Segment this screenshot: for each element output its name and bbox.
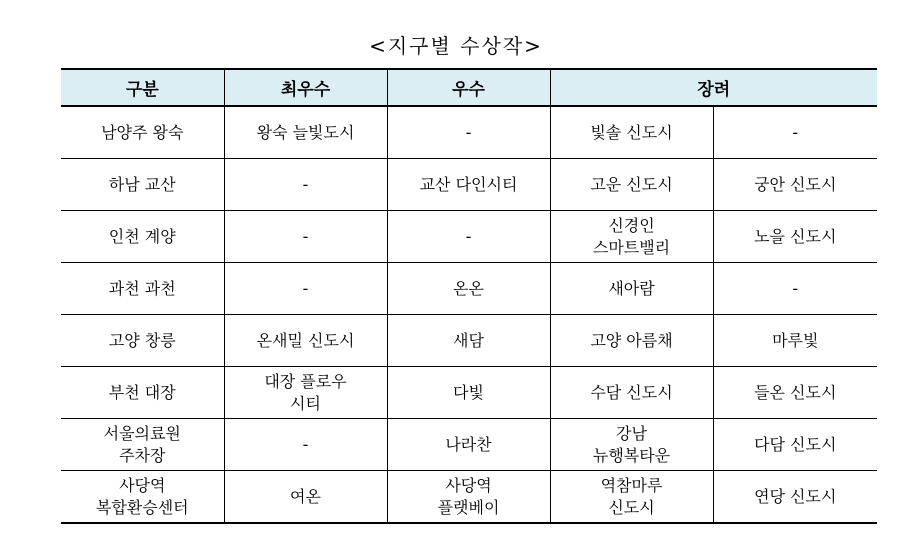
district-cell: 과천 과천: [61, 263, 224, 315]
document-title: <지구별 수상작>: [369, 34, 543, 58]
table-row: [61, 211, 877, 263]
encouragement-cell: 역참마루 신도시: [550, 471, 713, 524]
encouragement-cell: 궁안 신도시: [713, 159, 877, 211]
excellence-cell: 새담: [387, 315, 550, 367]
encouragement-cell: 다담 신도시: [713, 419, 877, 471]
table-row: [61, 471, 877, 524]
grand-prize-cell: 온새밀 신도시: [224, 315, 387, 367]
encouragement-cell: 들온 신도시: [713, 367, 877, 419]
grand-prize-cell: 왕숙 늘빛도시: [224, 106, 387, 159]
table-row: [61, 367, 877, 419]
district-cell: 남양주 왕숙: [61, 106, 224, 159]
header-grand-prize: 최우수: [224, 69, 387, 106]
table-row: [61, 263, 877, 315]
awards-table: [61, 68, 877, 524]
district-cell: 사당역 복합환승센터: [61, 471, 224, 524]
encouragement-cell: 노을 신도시: [713, 211, 877, 263]
header-excellence: 우수: [387, 69, 550, 106]
district-cell: 서울의료원 주차장: [61, 419, 224, 471]
encouragement-cell: -: [713, 263, 877, 315]
grand-prize-cell: 대장 플로우 시티: [224, 367, 387, 419]
encouragement-cell: -: [713, 106, 877, 159]
encouragement-cell: 고양 아름채: [550, 315, 713, 367]
excellence-cell: 교산 다인시티: [387, 159, 550, 211]
excellence-cell: -: [387, 106, 550, 159]
table-row: [61, 419, 877, 471]
header-encouragement: 장려: [550, 69, 877, 106]
grand-prize-cell: 여온: [224, 471, 387, 524]
district-cell: 부천 대장: [61, 367, 224, 419]
table-row: [61, 159, 877, 211]
excellence-cell: 온온: [387, 263, 550, 315]
table-row: [61, 315, 877, 367]
grand-prize-cell: -: [224, 211, 387, 263]
header-category: 구분: [61, 69, 224, 106]
encouragement-cell: 신경인 스마트밸리: [550, 211, 713, 263]
excellence-cell: 나라찬: [387, 419, 550, 471]
grand-prize-cell: -: [224, 159, 387, 211]
encouragement-cell: 새아람: [550, 263, 713, 315]
encouragement-cell: 빛솔 신도시: [550, 106, 713, 159]
table-header-row: [61, 69, 877, 106]
grand-prize-cell: -: [224, 263, 387, 315]
excellence-cell: 다빛: [387, 367, 550, 419]
encouragement-cell: 고운 신도시: [550, 159, 713, 211]
table-row: [61, 106, 877, 159]
encouragement-cell: 강남 뉴행복타운: [550, 419, 713, 471]
encouragement-cell: 마루빛: [713, 315, 877, 367]
district-cell: 인천 계양: [61, 211, 224, 263]
district-cell: 하남 교산: [61, 159, 224, 211]
excellence-cell: -: [387, 211, 550, 263]
excellence-cell: 사당역 플랫베이: [387, 471, 550, 524]
grand-prize-cell: -: [224, 419, 387, 471]
district-cell: 고양 창릉: [61, 315, 224, 367]
encouragement-cell: 수담 신도시: [550, 367, 713, 419]
encouragement-cell: 연당 신도시: [713, 471, 877, 524]
